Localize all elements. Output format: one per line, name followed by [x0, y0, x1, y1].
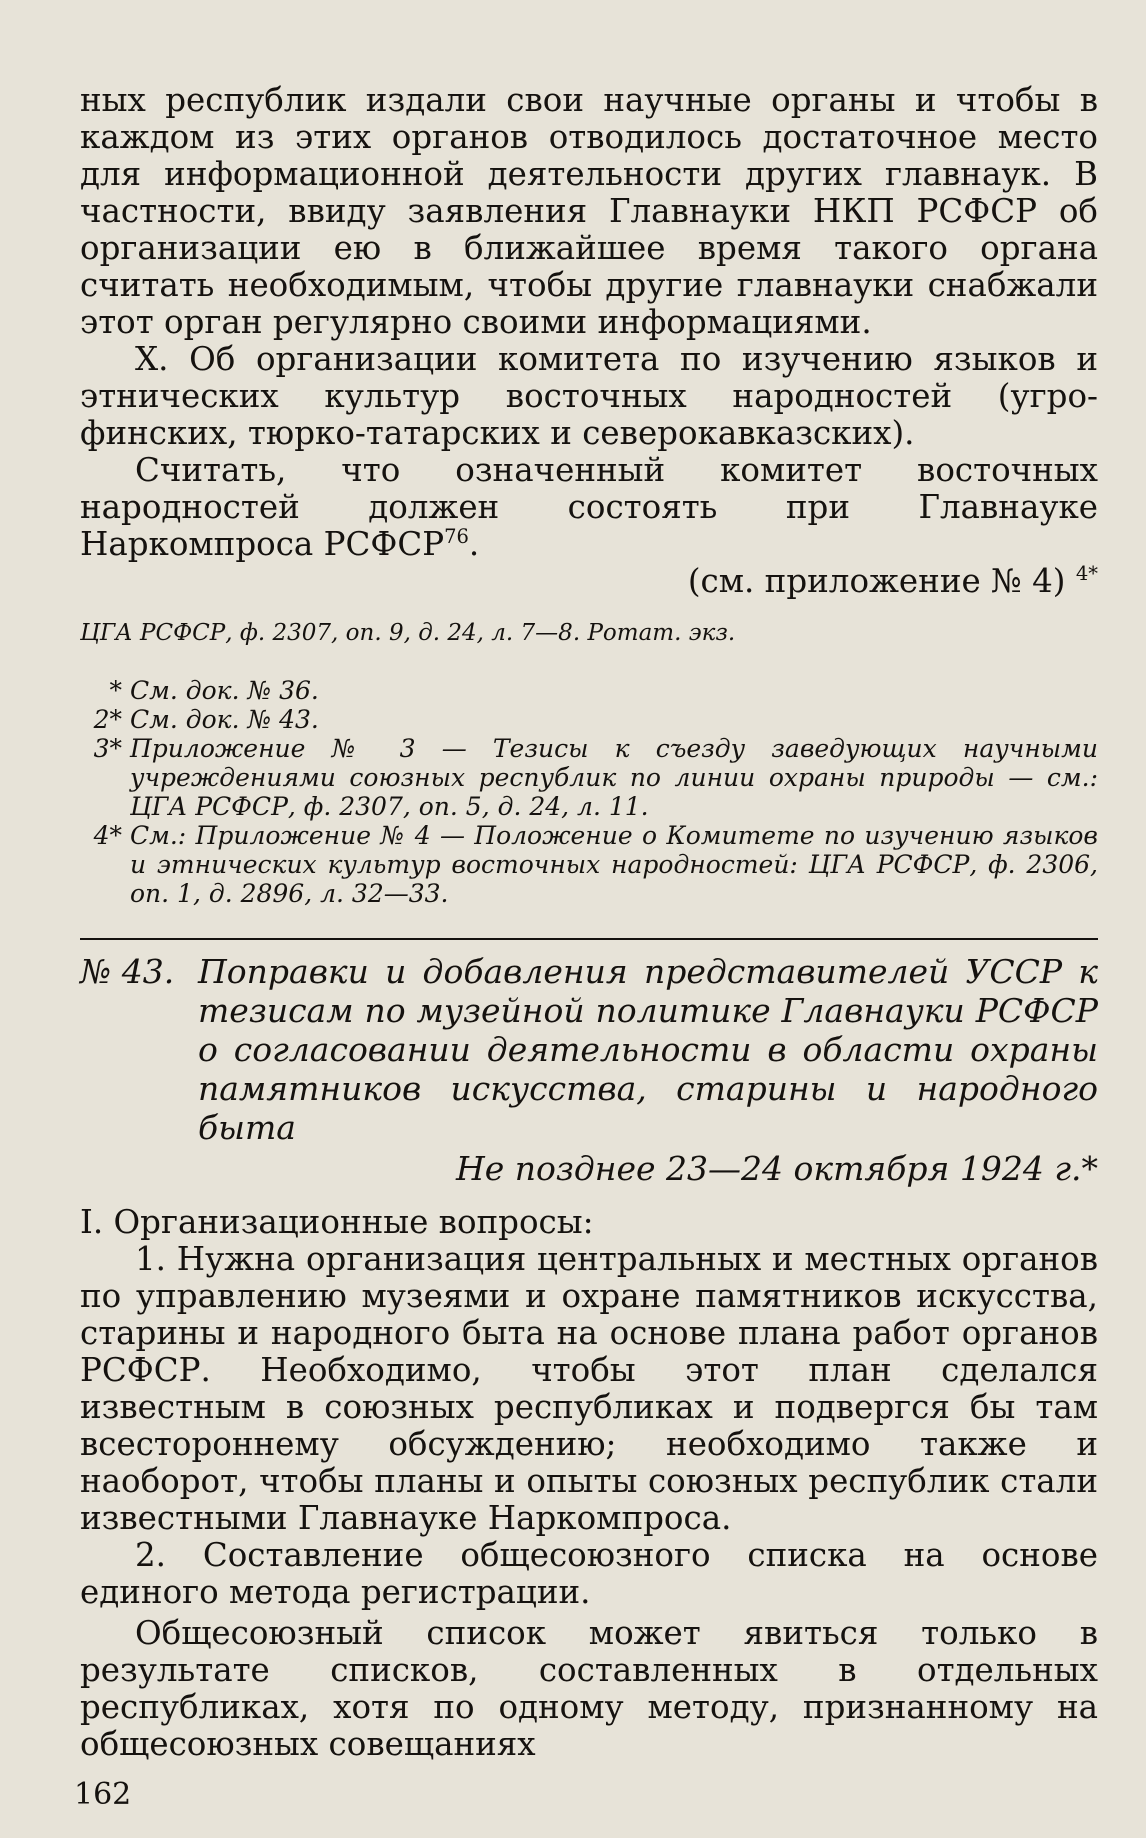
paragraph-3: Общесоюзный список может явиться только в результате списков, составленных в отдельных республиках, хотя по одному методу, признанному на общесоюзных совещаниях: [80, 1614, 1098, 1763]
document-date: Не позднее 23—24 октября 1924 г.*: [455, 1149, 1098, 1188]
page-number: 162: [74, 1777, 132, 1812]
section-divider: [80, 938, 1098, 940]
footnote-mark: 3*: [93, 734, 122, 763]
paragraph-committee: [80, 452, 1098, 563]
top-section: [80, 82, 1098, 1763]
footnote-ref-4: 4*: [1075, 562, 1098, 586]
footnote: [80, 676, 1098, 705]
footnote: [80, 821, 1098, 908]
footnote-text: См.: Приложение № 4 — Положение о Комитете по изучению языков и этнических культур восточных народностей: ЦГА РСФСР, ф. 2306, оп. 1, д. 2896, л. 32—33.: [130, 821, 1098, 908]
section-heading: I. Организационные вопросы:: [80, 1203, 594, 1241]
paragraph-committee-text: Считать, что означенный комитет восточных народностей должен состоять при Главнауке Наркомпроса РСФСР: [80, 451, 1098, 563]
footnote: [80, 705, 1098, 734]
document-number: № 43.: [80, 952, 175, 991]
section-x-heading: X. Об организации комитета по изучению языков и этнических культур восточных народностей (угро-финских, тюрко-татарских и северокавказских).: [80, 340, 1098, 452]
footnote-mark: *: [109, 676, 122, 705]
footnote-text: Приложение № 3 — Тезисы к съезду заведующих научными учреждениями союзных республик по линии охраны природы — см.: ЦГА РСФСР, ф. 2307, оп. 5, д. 24, л. 11.: [130, 734, 1098, 821]
archive-source: ЦГА РСФСР, ф. 2307, оп. 9, д. 24, л. 7—8. Ротат. экз.: [80, 620, 736, 646]
document-heading: [80, 952, 1098, 1147]
appendix-reference-text: (см. приложение № 4): [687, 562, 1066, 600]
footnote-mark: 2*: [93, 705, 122, 734]
document-title: Поправки и добавления представителей УССР к тезисам по музейной политике Главнауки РСФСР о согласовании деятельности в области охраны памятников искусства, старины и народного быта: [198, 952, 1098, 1147]
footnote-ref-76: 76: [444, 525, 469, 549]
footnote-mark: 4*: [93, 821, 122, 850]
footnote-text: См. док. № 43.: [130, 705, 319, 734]
paragraph-continuation: ных республик издали свои научные органы и чтобы в каждом из этих органов отводилось достаточное место для информационной деятельности других главнаук. В частности, ввиду заявления Главнауки НКП РСФСР об организации ею в ближайшее время такого органа считать необходимым, чтобы другие главнауки снабжали этот орган регулярно своими информациями.: [80, 81, 1098, 341]
document-body: [80, 1204, 1098, 1763]
appendix-reference: [80, 563, 1098, 600]
paragraph-2: 2. Составление общесоюзного списка на основе единого метода регистрации.: [80, 1536, 1098, 1611]
footnote-text: См. док. № 36.: [130, 676, 319, 705]
paragraph-committee-end: .: [468, 525, 480, 563]
paragraph-1: 1. Нужна организация центральных и местных органов по управлению музеями и охране памятников искусства, старины и народного быта на основе плана работ органов РСФСР. Необходимо, чтобы этот план сделался известным в союзных республиках и подвергся бы там всестороннему обсуждению; необходимо также и наоборот, чтобы планы и опыты союзных республик стали известными Главнауке Наркомпроса.: [80, 1240, 1098, 1537]
footnote: [80, 734, 1098, 821]
footnotes: [80, 676, 1098, 908]
